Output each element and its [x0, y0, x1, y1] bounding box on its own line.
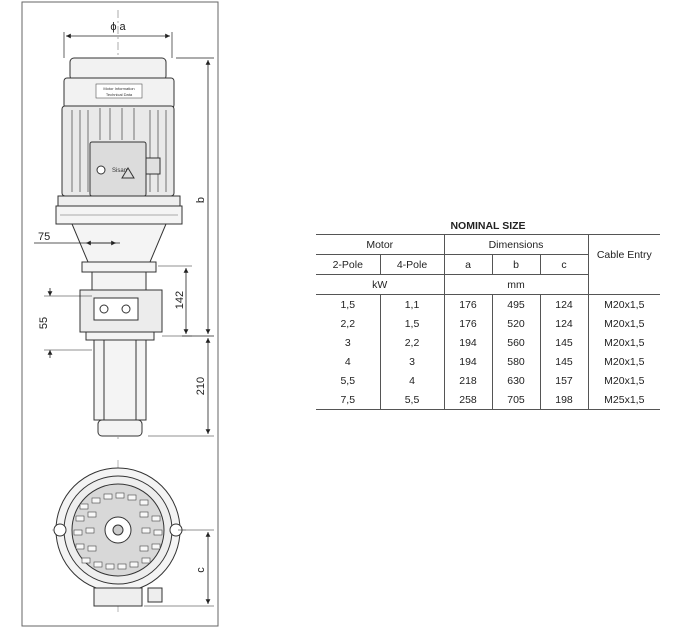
label-b: b [195, 196, 207, 204]
lantern-housing [72, 224, 166, 340]
dimension-210 [148, 338, 214, 436]
cell-c: 157 [540, 371, 588, 390]
motor-nameplate [96, 84, 142, 98]
label-142: 142 [174, 290, 186, 310]
cell-2-pole: 7,5 [316, 390, 380, 410]
cell-4-pole: 1,1 [380, 295, 444, 315]
cell-cable-entry: M20x1,5 [588, 295, 660, 315]
header-cable-entry: Cable Entry [588, 235, 660, 275]
unit-row [316, 275, 660, 295]
cell-cable-entry: M20x1,5 [588, 314, 660, 333]
cell-2-pole: 3 [344, 336, 351, 349]
cell-c: 198 [540, 390, 588, 410]
cell-a: 218 [444, 371, 492, 390]
cell-a: 176 [444, 314, 492, 333]
label-c: c [195, 567, 207, 573]
dimension-a [64, 21, 172, 58]
cell-c: 145 [540, 352, 588, 371]
cell-a: 258 [444, 390, 492, 410]
nameplate-line-2: Technical Data [105, 92, 133, 97]
cell-cable-entry: M20x1,5 [588, 371, 660, 390]
header-dimensions: Dimensions [444, 235, 588, 255]
cell-b: 520 [492, 314, 540, 333]
cell-c: 124 [540, 295, 588, 315]
cell-4-pole: 2,2 [380, 333, 444, 352]
cell-a: 176 [444, 295, 492, 315]
cell-2-pole: 4 [344, 355, 351, 368]
cell-b: 560 [492, 333, 540, 352]
header-c: c [540, 255, 588, 275]
table-row [316, 295, 660, 315]
cell-b: 495 [492, 295, 540, 315]
header-2-pole: 2-Pole [316, 255, 380, 275]
nominal-size-table [316, 234, 660, 410]
header-row-1 [316, 235, 660, 255]
table-row [316, 333, 660, 352]
cell-4-pole: 5,5 [380, 390, 444, 410]
cell-4-pole: 3 [380, 352, 444, 371]
unit-cable-empty [588, 275, 660, 295]
table-caption: NOMINAL SIZE [450, 220, 526, 232]
header-4-pole: 4-Pole [380, 255, 444, 275]
cell-2-pole: 2,2 [340, 317, 356, 330]
cell-b: 705 [492, 390, 540, 410]
technical-drawing [0, 0, 300, 630]
header-b: b [492, 255, 540, 275]
table-row [316, 314, 660, 333]
nominal-size-table-panel [316, 218, 660, 410]
label-210: 210 [195, 376, 207, 396]
pump-column [94, 340, 146, 436]
cell-c: 124 [540, 314, 588, 333]
header-a: a [444, 255, 492, 275]
cell-a: 194 [444, 333, 492, 352]
table-row [316, 352, 660, 371]
cell-2-pole: 1,5 [340, 298, 356, 311]
cell-cable-entry: M20x1,5 [588, 352, 660, 371]
table-row [316, 390, 660, 410]
dimension-142 [158, 266, 192, 336]
cell-b: 630 [492, 371, 540, 390]
cell-4-pole: 4 [380, 371, 444, 390]
unit-kw: kW [316, 275, 444, 295]
pump-top-view [52, 460, 186, 612]
cell-cable-entry: M20x1,5 [588, 333, 660, 352]
cell-a: 194 [444, 352, 492, 371]
label-75: 75 [38, 231, 51, 243]
motor-body [56, 58, 182, 224]
header-motor: Motor [316, 235, 444, 255]
cell-b: 580 [492, 352, 540, 371]
cell-cable-entry: M25x1,5 [588, 390, 660, 410]
table-row [316, 371, 660, 390]
label-55: 55 [38, 316, 50, 330]
cell-c: 145 [540, 333, 588, 352]
nameplate-line-1: Motor Information [103, 86, 135, 91]
brand-logo: Sisan [112, 168, 128, 174]
label-phi-a: ϕ a [110, 21, 126, 33]
unit-mm: mm [444, 275, 588, 295]
pump-drawing-svg [0, 0, 300, 630]
cell-4-pole: 1,5 [380, 314, 444, 333]
cell-2-pole: 5,5 [340, 374, 356, 387]
